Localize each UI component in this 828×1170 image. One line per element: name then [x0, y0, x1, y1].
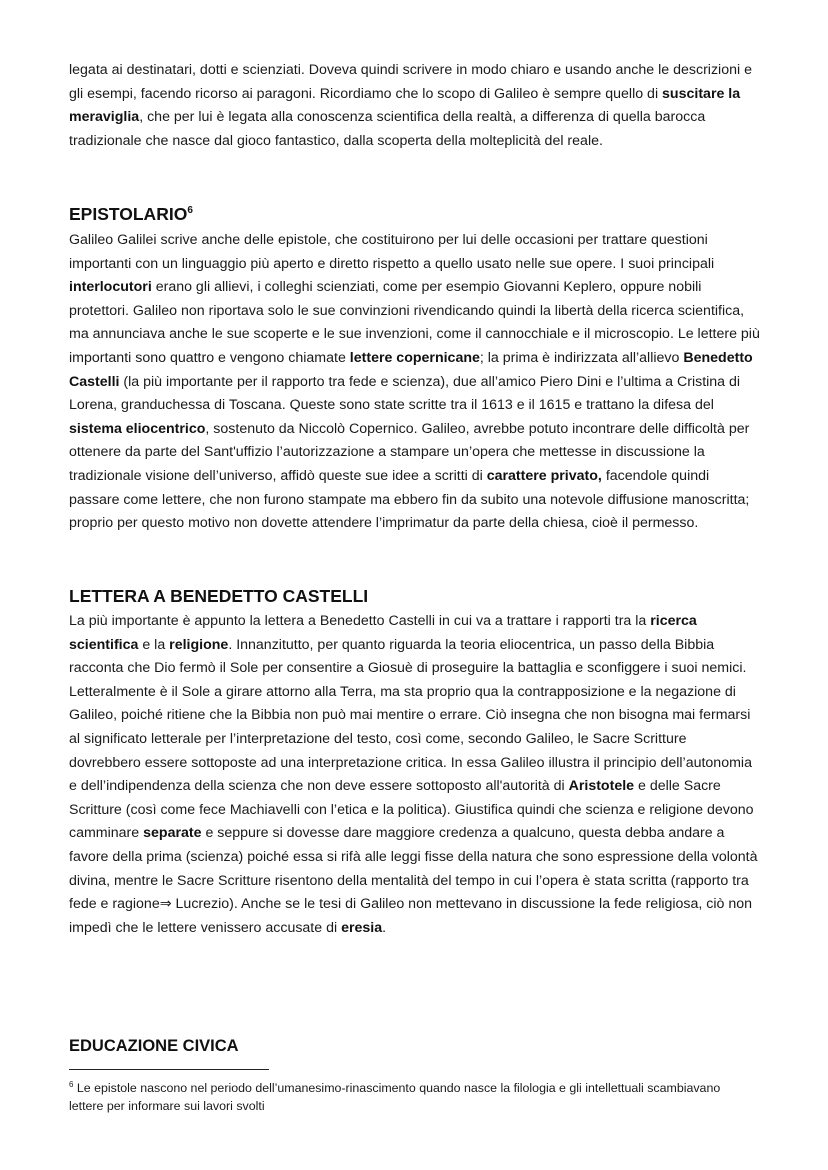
bold-term: ricerca scientifica: [69, 613, 697, 653]
bold-term: sistema eliocentrico: [69, 420, 206, 437]
bold-term: carattere privato,: [486, 467, 602, 484]
intro-paragraph: legata ai destinatari, dotti e scienziati. Doveva quindi scrivere in modo chiaro e usando anche le descrizioni e gli esempi, facendo ricorso ai paragoni. Ricordiamo che lo scopo di Galileo è sempre quello di suscitare la meraviglia, che per lui è legata alla conoscenza scientifica della realtà, a differenza di quella barocca tradizionale che nasce dal gioco fantastico, dalla scoperta della molteplicità del reale.: [69, 62, 752, 149]
bold-term: Aristotele: [568, 778, 635, 795]
bold-term: suscitare la meraviglia: [69, 85, 741, 126]
lettera-paragraph: La più importante è appunto la lettera a Benedetto Castelli in cui va a trattare i rapporti tra la ricerca scientifica e la religione. Innanzitutto, per quanto riguarda la teoria eliocentrica, un passo della Bibbia racconta che Dio fermò il Sole per consentire a Giosuè di proseguire la battaglia e sconfiggere i suoi nemici. Letteralmente è il Sole a girare attorno alla Terra, ma sta proprio qua la contrapposizione e la negazione di Galileo, poiché ritiene che la Bibbia non può mai mentire o errare. Ciò insegna che non bisogna mai fermarsi al significato letterale per l’interpretazione del testo, così come, secondo Galileo, le Sacre Scritture dovrebbero essere sottoposte ad una interpretazione critica. In essa Galileo illustra il principio dell’autonomia e dell’indipendenza della scienza che non deve essere sottoposto all'autorità di Aristotele e delle Sacre Scritture (così come fece Machiavelli con l’etica e la politica). Giustifica quindi che scienza e religione devono camminare separate e seppure si dovesse dare maggiore credenza a qualcuno, questa debba andare a favore della prima (scienza) poiché essa si rifà alle leggi fisse della natura che sono espressione della volontà divina, mentre le Sacre Scritture risentono della mentalità del tempo in cui l’opera è stata scritta (rapporto tra fede e ragione⇒ Lucrezio). Anche se le tesi di Galileo non mettevano in discussione la fede religiosa, ciò non impedì che le lettere venissero accusate di eresia.: [69, 613, 758, 936]
bold-term: religione: [169, 636, 229, 653]
section-title-educazione-civica: EDUCAZIONE CIVICA: [69, 1037, 239, 1055]
footnote-number: 6: [69, 1079, 74, 1089]
section-title-lettera: LETTERA A BENEDETTO CASTELLI: [69, 586, 369, 606]
epistolario-paragraph: Galileo Galilei scrive anche delle epistole, che costituirono per lui delle occasioni per trattare questioni importanti con un linguaggio più aperto e diretto rispetto a quello usato nelle sue opere. I suoi principali interlocutori erano gli allievi, i colleghi scienziati, come per esempio Giovanni Keplero, oppure nobili protettori. Galileo non riportava solo le sue convinzioni rivendicando quindi la libertà della ricerca scientifica, ma annunciava anche le sue scoperte e le sue invenzioni, come il cannocchiale e il microscopio. Le lettere più importanti sono quattro e vengono chiamate lettere copernicane; la prima è indirizzata all’allievo Benedetto Castelli (la più importante per il rapporto tra fede e scienza), due all’amico Piero Dini e l’ultima a Cristina di Lorena, granduchessa di Toscana. Queste sono state scritte tra il 1613 e il 1615 e trattano la difesa del sistema eliocentrico, sostenuto da Niccolò Copernico. Galileo, avrebbe potuto incontrare delle difficoltà per ottenere da parte del Sant'uffizio l’autorizzazione a stampare un’opera che mettesse in discussione la tradizionale visione dell’universo, affidò queste sue idee a scritti di carattere privato, facendole quindi passare come lettere, che non furono stampate ma ebbero fin da subito una notevole diffusione manoscritta; proprio per questo motivo non dovette attendere l’imprimatur da parte della chiesa, cioè il permesso.: [69, 232, 760, 532]
bold-term: separate: [143, 825, 202, 842]
bold-term: Benedetto Castelli: [69, 349, 753, 390]
bold-term: lettere copernicane: [349, 349, 480, 366]
footnote: [69, 1079, 749, 1115]
section-title-epistolario: EPISTOLARIO$^6$: [69, 204, 193, 224]
footnote-text: Le epistole nascono nel periodo dell’umanesimo-rinascimento quando nasce la filologia e gli intellettuali scambiavano lettere per informare sui lavori svolti: [69, 1081, 721, 1113]
bold-term: interlocutori: [69, 279, 152, 296]
bold-term: eresia: [341, 919, 383, 936]
footnote-separator: [69, 1069, 269, 1070]
footnote-ref[interactable]: 6: [187, 205, 193, 217]
